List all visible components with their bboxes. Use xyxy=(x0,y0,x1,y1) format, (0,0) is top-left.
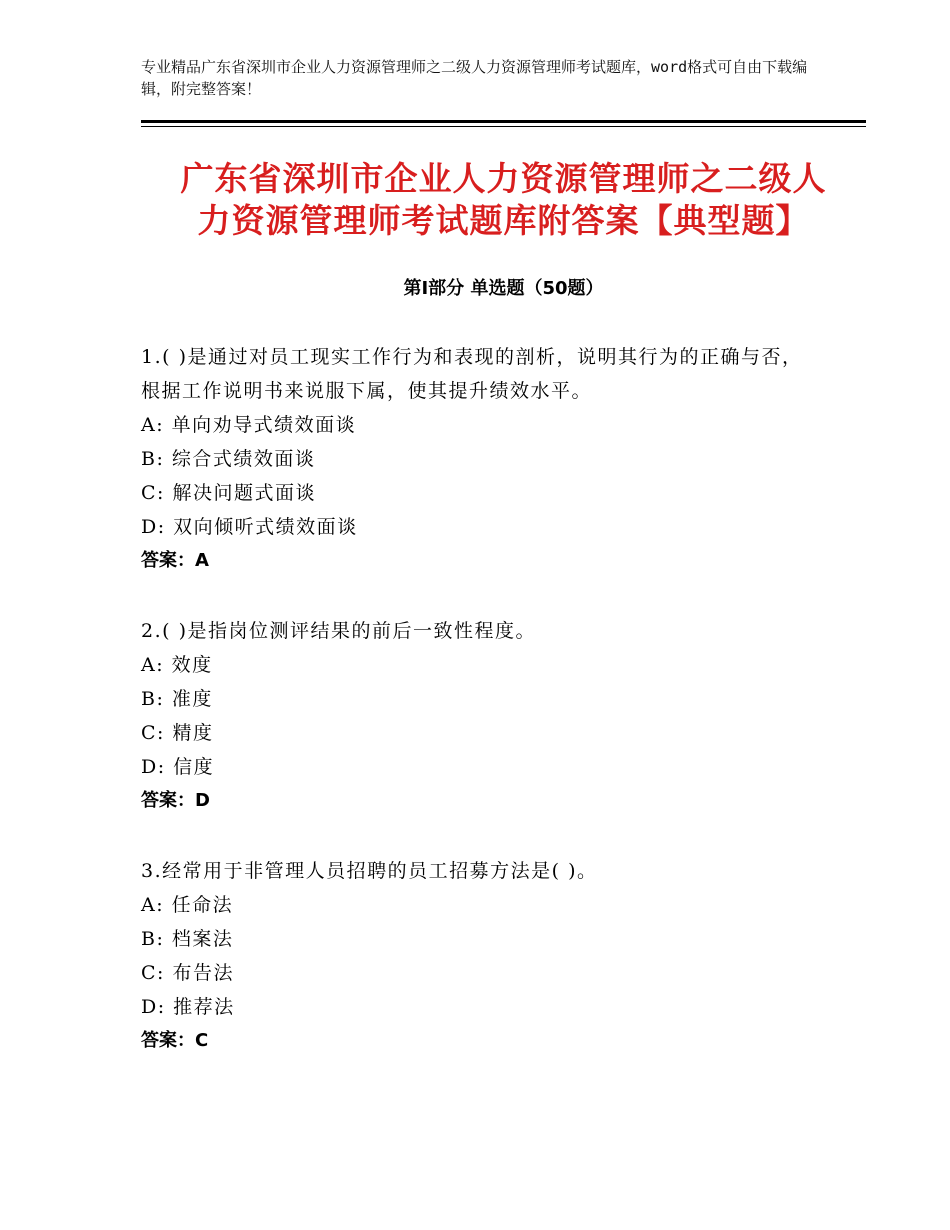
question-list xyxy=(141,340,811,1094)
section-title: 第Ⅰ部分 单选题（50题） xyxy=(403,278,604,299)
answer-label: 答案：A xyxy=(141,550,209,571)
question-stem: 2.( )是指岗位测评结果的前后一致性程度。 xyxy=(141,620,536,642)
option-b: B: 综合式绩效面谈 xyxy=(141,448,316,470)
header-note: 专业精品广东省深圳市企业人力资源管理师之二级人力资源管理师考试题库，word格式可自由下载编辑，附完整答案！ xyxy=(141,58,808,98)
option-b: B: 档案法 xyxy=(141,928,234,950)
question-stem: 1.( )是通过对员工现实工作行为和表现的剖析，说明其行为的正确与否，根据工作说明书来说服下属，使其提升绩效水平。 xyxy=(141,346,803,402)
option-a: A: 单向劝导式绩效面谈 xyxy=(141,414,357,436)
question-3 xyxy=(141,854,811,1058)
option-d: D: 推荐法 xyxy=(141,996,235,1018)
option-a: A: 任命法 xyxy=(141,894,234,916)
document-title xyxy=(141,158,866,242)
question-stem: 3.经常用于非管理人员招聘的员工招募方法是( )。 xyxy=(141,860,598,882)
header-rule-thick xyxy=(141,120,866,123)
header-rule-thin xyxy=(141,126,866,127)
answer-label: 答案：C xyxy=(141,1030,209,1051)
option-b: B: 准度 xyxy=(141,688,213,710)
option-a: A: 效度 xyxy=(141,654,213,676)
document-title-line-2: 力资源管理师考试题库附答案【典型题】 xyxy=(197,201,810,240)
question-1 xyxy=(141,340,811,578)
option-d: D: 双向倾听式绩效面谈 xyxy=(141,516,358,538)
option-c: C: 布告法 xyxy=(141,962,234,984)
option-c: C: 解决问题式面谈 xyxy=(141,482,316,504)
option-c: C: 精度 xyxy=(141,722,214,744)
document-title-line-1: 广东省深圳市企业人力资源管理师之二级人 xyxy=(180,159,827,198)
option-d: D: 信度 xyxy=(141,756,215,778)
question-2 xyxy=(141,614,811,818)
answer-label: 答案：D xyxy=(141,790,210,811)
